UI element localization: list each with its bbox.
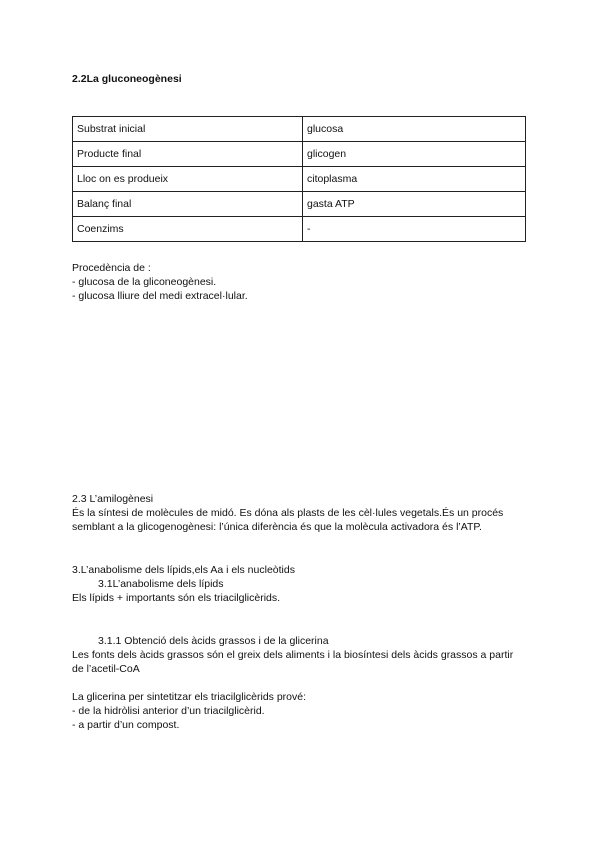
table-cell-label: Coenzims <box>73 217 303 242</box>
table-cell-value: - <box>303 217 526 242</box>
procedencia-title: Procedència de : <box>72 262 151 274</box>
obtencio-block <box>72 634 517 676</box>
table-row <box>73 217 526 242</box>
anabolisme-subtitle: 3.1L’anabolisme dels lípids <box>98 578 224 590</box>
procedencia-item: - glucosa lliure del medi extracel·lular. <box>72 290 248 302</box>
table-cell-label: Producte final <box>73 142 303 167</box>
info-table <box>72 116 526 242</box>
table-row <box>73 167 526 192</box>
amilogenesi-block <box>72 492 527 534</box>
amilogenesi-body: És la síntesi de molècules de midó. Es dóna als plasts de les cèl·lules vegetals.És un procés semblant a la glicogenogènesi: l’única diferència és que la molècula activadora és l’ATP. <box>72 507 504 533</box>
table-cell-label: Balanç final <box>73 192 303 217</box>
procedencia-item: - glucosa de la gliconeogènesi. <box>72 276 217 288</box>
amilogenesi-title: 2.3 L’amilogènesi <box>72 493 154 505</box>
anabolisme-block <box>72 563 532 605</box>
section-title: 2.2La gluconeogènesi <box>72 73 182 85</box>
glicerina-intro: La glicerina per sintetitzar els triacilglicèrids prové: <box>72 691 307 703</box>
table-cell-value: citoplasma <box>303 167 526 192</box>
table-cell-label: Lloc on es produeix <box>73 167 303 192</box>
table-cell-value: glicogen <box>303 142 526 167</box>
table-row <box>73 117 526 142</box>
table-cell-value: gasta ATP <box>303 192 526 217</box>
anabolisme-body: Els lípids + importants són els triacilglicèrids. <box>72 592 281 604</box>
table-cell-value: glucosa <box>303 117 526 142</box>
anabolisme-title: 3.L’anabolisme dels lípids,els Aa i els nucleòtids <box>72 564 295 576</box>
obtencio-title: 3.1.1 Obtenció dels àcids grassos i de la glicerina <box>98 635 329 647</box>
table-cell-label: Substrat inicial <box>73 117 303 142</box>
procedencia-block <box>72 261 532 303</box>
glicerina-block <box>72 690 532 732</box>
table-row <box>73 192 526 217</box>
table-row <box>73 142 526 167</box>
obtencio-body: Les fonts dels àcids grassos són el greix dels aliments i la biosíntesi dels àcids grassos a partir de l’acetil-CoA <box>72 649 514 675</box>
glicerina-item: - a partir d’un compost. <box>72 719 180 731</box>
glicerina-item: - de la hidròlisi anterior d’un triacilglicèrid. <box>72 705 265 717</box>
